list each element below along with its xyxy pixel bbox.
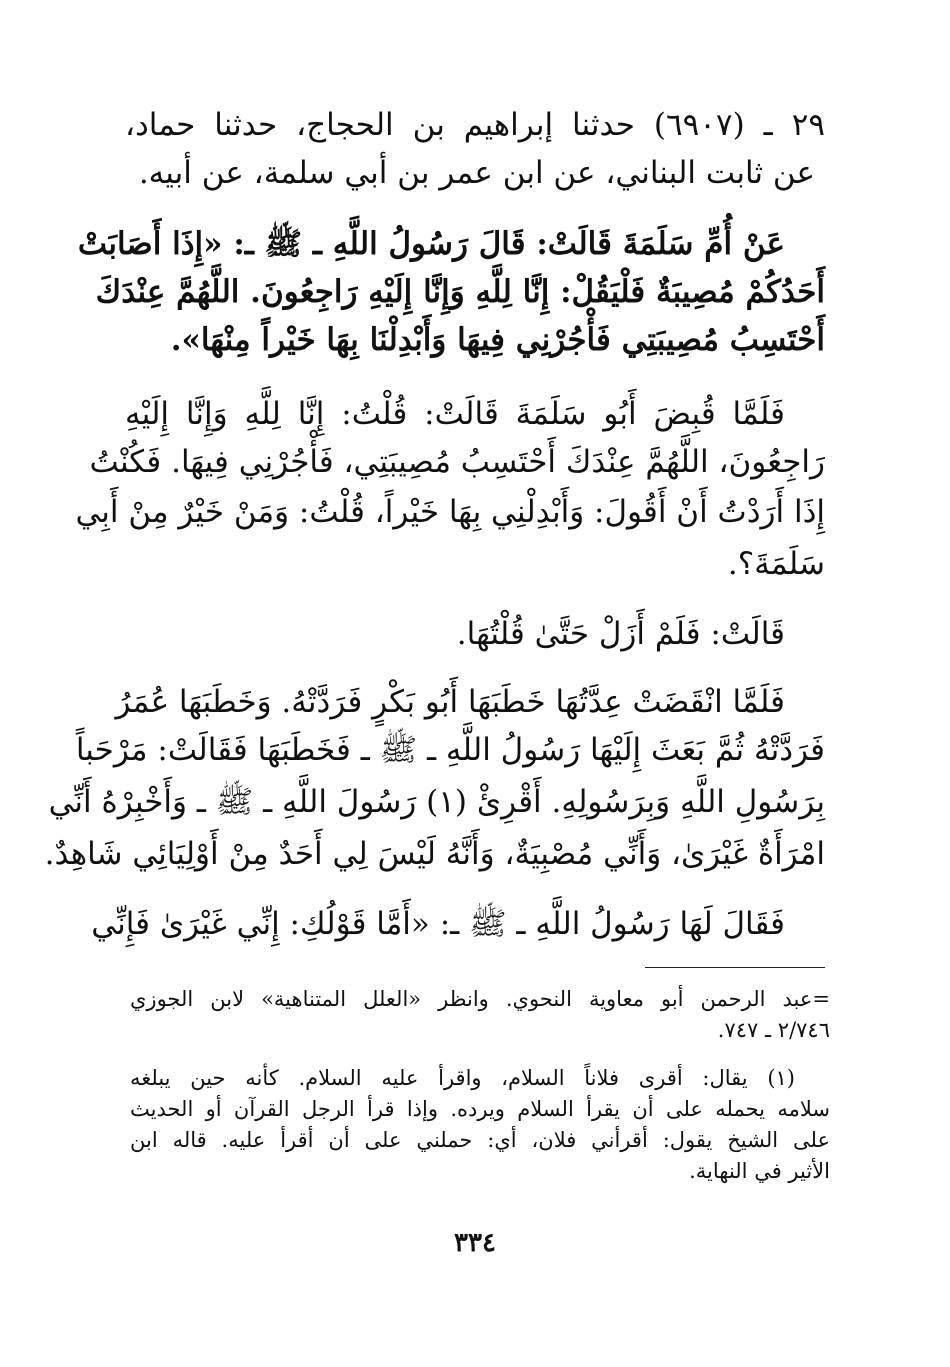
paragraph-4-line-2: فَرَدَّتْهُ ثُمَّ بَعَثَ إِلَيْهَا رَسُولُ اللَّهِ ـ ﷺ ـ فَخَطَبَهَا فَقَالَتْ: مَرْحَباً — [75, 732, 825, 768]
footnote-1-line-2: سلامه يحمله على أن يقرأ السلام ويرده. وإذا قرأ الرجل القرآن أو الحديث — [130, 1097, 830, 1121]
footnote-1-line-4: الأثير في النهاية. — [689, 1159, 830, 1183]
paragraph-3-line-1: قَالَتْ: فَلَمْ أَزَلْ حَتَّىٰ قُلْتُهَا. — [456, 616, 785, 652]
paragraph-1-line-1: عَنْ أُمِّ سَلَمَةَ قَالَتْ: قَالَ رَسُولُ اللَّهِ ـ ﷺ ـ: «إِذَا أَصَابَتْ — [77, 226, 785, 262]
paragraph-5-line-1: فَقَالَ لَهَا رَسُولُ اللَّهِ ـ ﷺ ـ: «أَمَّا قَوْلُكِ: إِنِّي غَيْرَىٰ فَإِنِّي — [91, 906, 785, 942]
footnote-1-line-3: على الشيخ يقول: أقرأني فلان، أي: حملني على أن أقرأ عليه. قاله ابن — [130, 1128, 830, 1152]
footnote-continuation-line-1: =عبد الرحمن أبو معاوية النحوي. وانظر «العلل المتناهية» لابن الجوزي — [130, 987, 830, 1011]
isnad-line-2: عن ثابت البناني، عن ابن عمر بن أبي سلمة، عن أبيه. — [138, 155, 815, 191]
isnad-line-1: ٢٩ ـ (٦٩٠٧) حدثنا إبراهيم بن الحجاج، حدثنا حماد، — [125, 107, 826, 143]
paragraph-4-line-3: بِرَسُولِ اللَّهِ وَبِرَسُولِهِ. أَقْرِئْ (١) رَسُولَ اللَّهِ ـ ﷺ ـ وَأَخْبِرْهُ أَنِّي — [48, 784, 825, 820]
paragraph-1-line-3: أَحْتَسِبُ مُصِيبَتِي فَأْجُرْنِي فِيهَا وَأَبْدِلْنَا بِهَا خَيْراً مِنْهَا». — [170, 322, 825, 358]
paragraph-4-line-1: فَلَمَّا انْقَضَتْ عِدَّتُهَا خَطَبَهَا أَبُو بَكْرٍ فَرَدَّتْهُ. وَخَطَبَهَا عُمَرُ — [115, 684, 785, 720]
paragraph-2-line-1: فَلَمَّا قُبِضَ أَبُو سَلَمَةَ قَالَتْ: قُلْتُ: إِنَّا لِلَّهِ وَإِنَّا إِلَيْهِ — [125, 396, 785, 432]
footnote-separator — [645, 967, 825, 968]
paragraph-2-line-4: سَلَمَةَ؟. — [727, 546, 825, 582]
paragraph-2-line-3: إِذَا أَرَدْتُ أَنْ أَقُولَ: وَأَبْدِلْنِي بِهَا خَيْراً، قُلْتُ: وَمَنْ خَيْرٌ مِنْ أَبِي — [75, 494, 825, 530]
paragraph-2-line-2: رَاجِعُونَ، اللَّهُمَّ عِنْدَكَ أَحْتَسِبُ مُصِيبَتِي، فَأْجُرْنِي فِيهَا. فَكُنْتُ — [89, 444, 825, 480]
footnote-1-line-1: (١) يقال: أقرى فلاناً السلام، واقرأ عليه السلام. كأنه حين يبلغه — [130, 1066, 795, 1090]
paragraph-4-line-4: امْرَأَةٌ غَيْرَىٰ، وَأَنِّي مُصْبِيَةٌ، وَأَنَّهُ لَيْسَ لِي أَحَدٌ مِنْ أَوْلِيَائِي شَاهِدٌ. — [44, 836, 825, 872]
paragraph-1-line-2: أَحَدُكُمْ مُصِيبَةٌ فَلْيَقُلْ: إِنَّا لِلَّهِ وَإِنَّا إِلَيْهِ رَاجِعُونَ. اللَّهُمَّ عِنْدَكَ — [95, 274, 825, 310]
footnote-continuation-line-2: ٢/٧٤٦ ـ ٧٤٧. — [717, 1018, 830, 1042]
page-number: ٣٣٤ — [454, 1228, 496, 1258]
